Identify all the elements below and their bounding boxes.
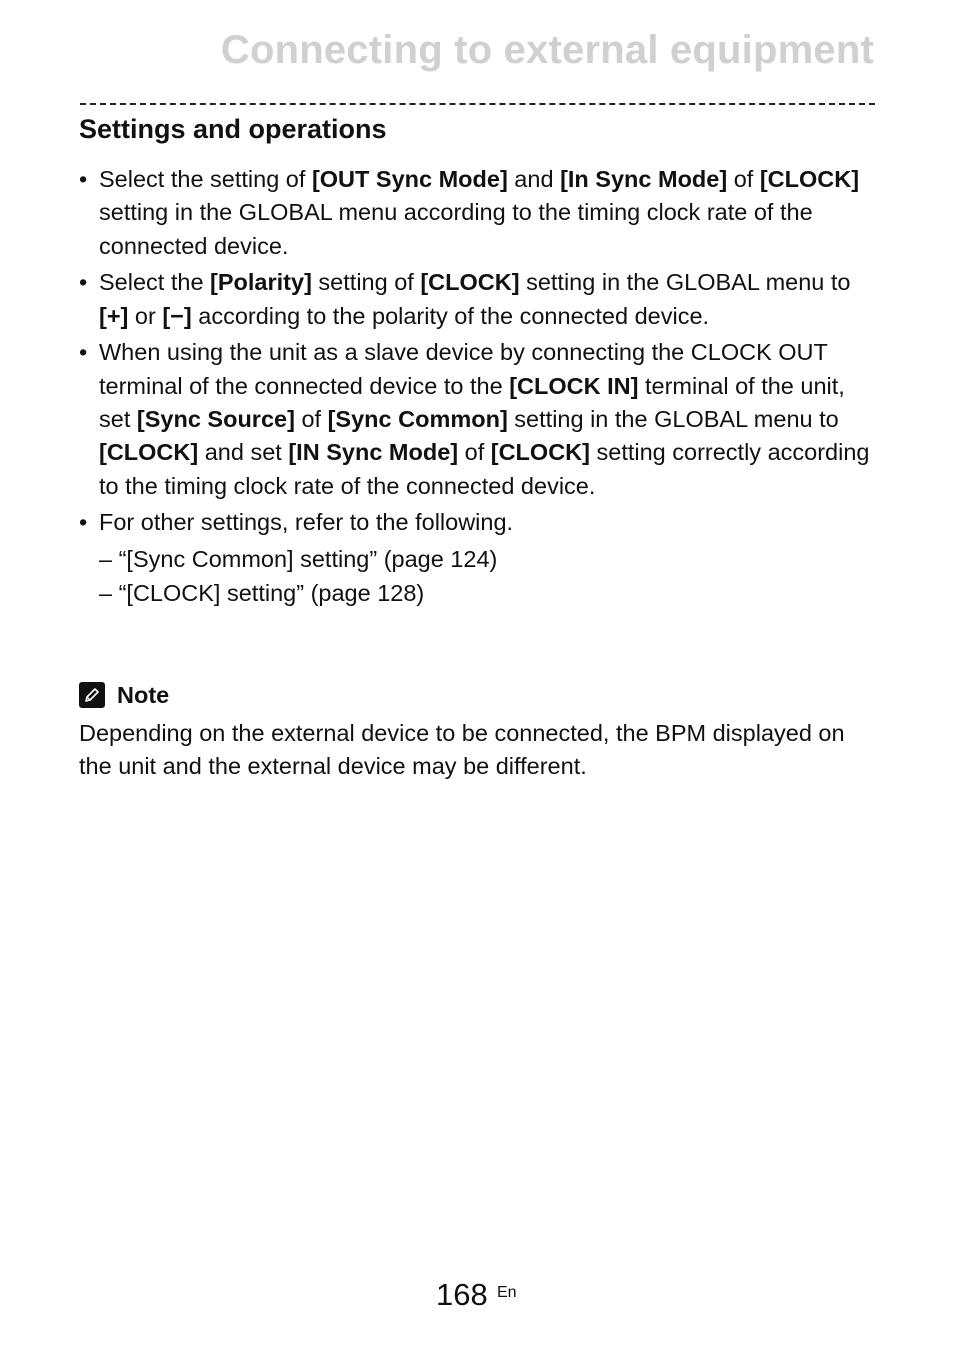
text-segment: setting in the GLOBAL menu to (519, 269, 851, 296)
setting-name: [In Sync Mode] (560, 166, 728, 192)
setting-name: [OUT Sync Mode] (311, 166, 508, 192)
bullet-marker: • (79, 166, 88, 192)
setting-name: [CLOCK] (99, 439, 199, 466)
bullet-item (79, 266, 879, 333)
text-segment: setting in the GLOBAL menu according to the timing clock rate of the connected device. (99, 199, 813, 259)
setting-name: [CLOCK IN] (509, 372, 639, 399)
text-segment: setting of (311, 269, 421, 296)
chapter-title: Connecting to external equipment (220, 28, 874, 72)
text-segment: Select the setting of (99, 166, 312, 192)
section-heading: Settings and operations (79, 114, 387, 144)
note-label: Note (117, 681, 170, 708)
bullet-item (79, 336, 879, 502)
bullet-item (79, 506, 879, 539)
page-reference: – “[CLOCK] setting” (page 128) (99, 579, 425, 606)
text-segment: Select the (99, 269, 211, 296)
header-divider (80, 103, 875, 105)
setting-name: [+] (99, 302, 129, 329)
text-segment: according to the polarity of the connected device. (191, 302, 710, 329)
text-segment: terminal of the unit, set (99, 372, 845, 433)
text-segment: or (128, 302, 163, 329)
setting-name: [−] (162, 302, 192, 329)
text-segment: setting in the GLOBAL menu to (507, 406, 839, 433)
setting-name: [CLOCK] (759, 166, 860, 192)
bullet-marker: • (79, 509, 88, 536)
text-segment: When using the unit as a slave device by connecting the CLOCK OUT terminal of the connected device to the (99, 339, 828, 399)
setting-name: [IN Sync Mode] (288, 439, 459, 466)
text-segment: and set (198, 439, 289, 466)
text-segment: of (294, 406, 328, 433)
pencil-icon (79, 682, 105, 708)
note-header (79, 680, 879, 710)
bullet-text (99, 269, 850, 328)
text-segment: setting correctly according to the timing clock rate of the connected device. (99, 439, 870, 499)
reference-list (79, 543, 879, 610)
page-number: 168 (436, 1277, 488, 1312)
note-box (79, 680, 879, 784)
setting-name: [Sync Source] (136, 406, 295, 433)
setting-name: [CLOCK] (490, 439, 590, 466)
text-segment: For other settings, refer to the following. (99, 509, 514, 536)
setting-name: [Sync Common] (327, 406, 508, 433)
setting-name: [CLOCK] (420, 269, 520, 296)
text-segment: of (458, 439, 491, 466)
bullet-item (79, 163, 879, 263)
bullet-marker: • (79, 339, 88, 366)
page-language: En (497, 1284, 517, 1301)
bullet-marker: • (79, 269, 88, 296)
main-content (79, 163, 879, 610)
page-reference: – “[Sync Common] setting” (page 124) (99, 546, 498, 573)
setting-name: [Polarity] (210, 269, 312, 296)
bullet-text (99, 509, 513, 535)
bullet-text (99, 166, 859, 259)
bullet-list (79, 163, 879, 540)
text-segment: and (507, 166, 561, 192)
bullet-text (99, 339, 869, 498)
note-text: Depending on the external device to be connected, the BPM displayed on the unit and the external device may be different. (79, 720, 845, 780)
text-segment: of (727, 166, 760, 192)
